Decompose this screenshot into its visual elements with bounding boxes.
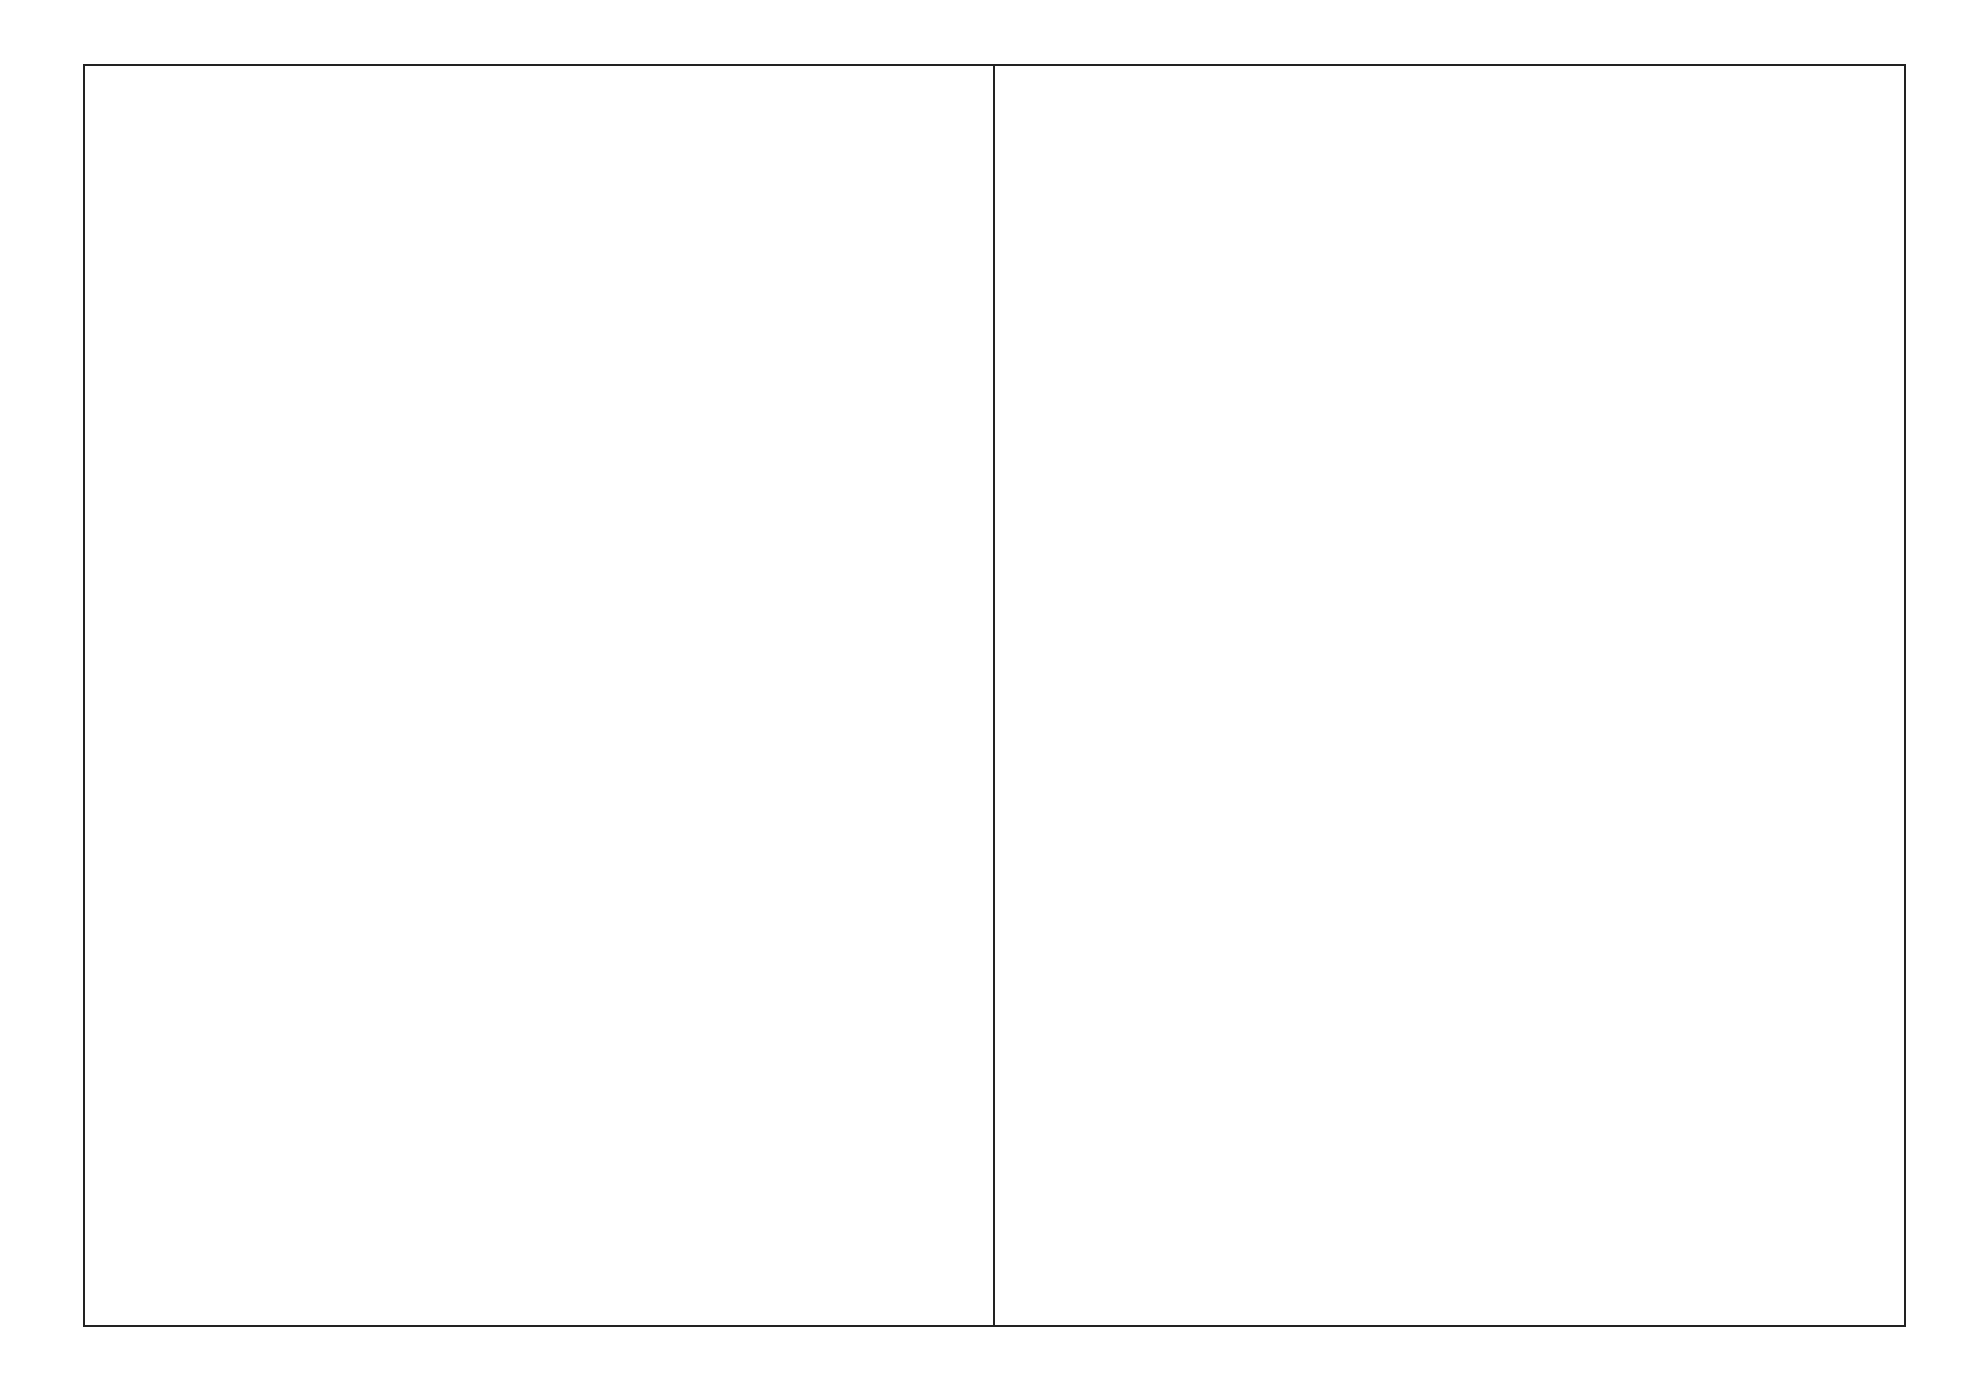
inspection-sheet — [83, 64, 1906, 1327]
right-column — [995, 66, 1906, 1325]
left-column — [85, 66, 995, 1325]
